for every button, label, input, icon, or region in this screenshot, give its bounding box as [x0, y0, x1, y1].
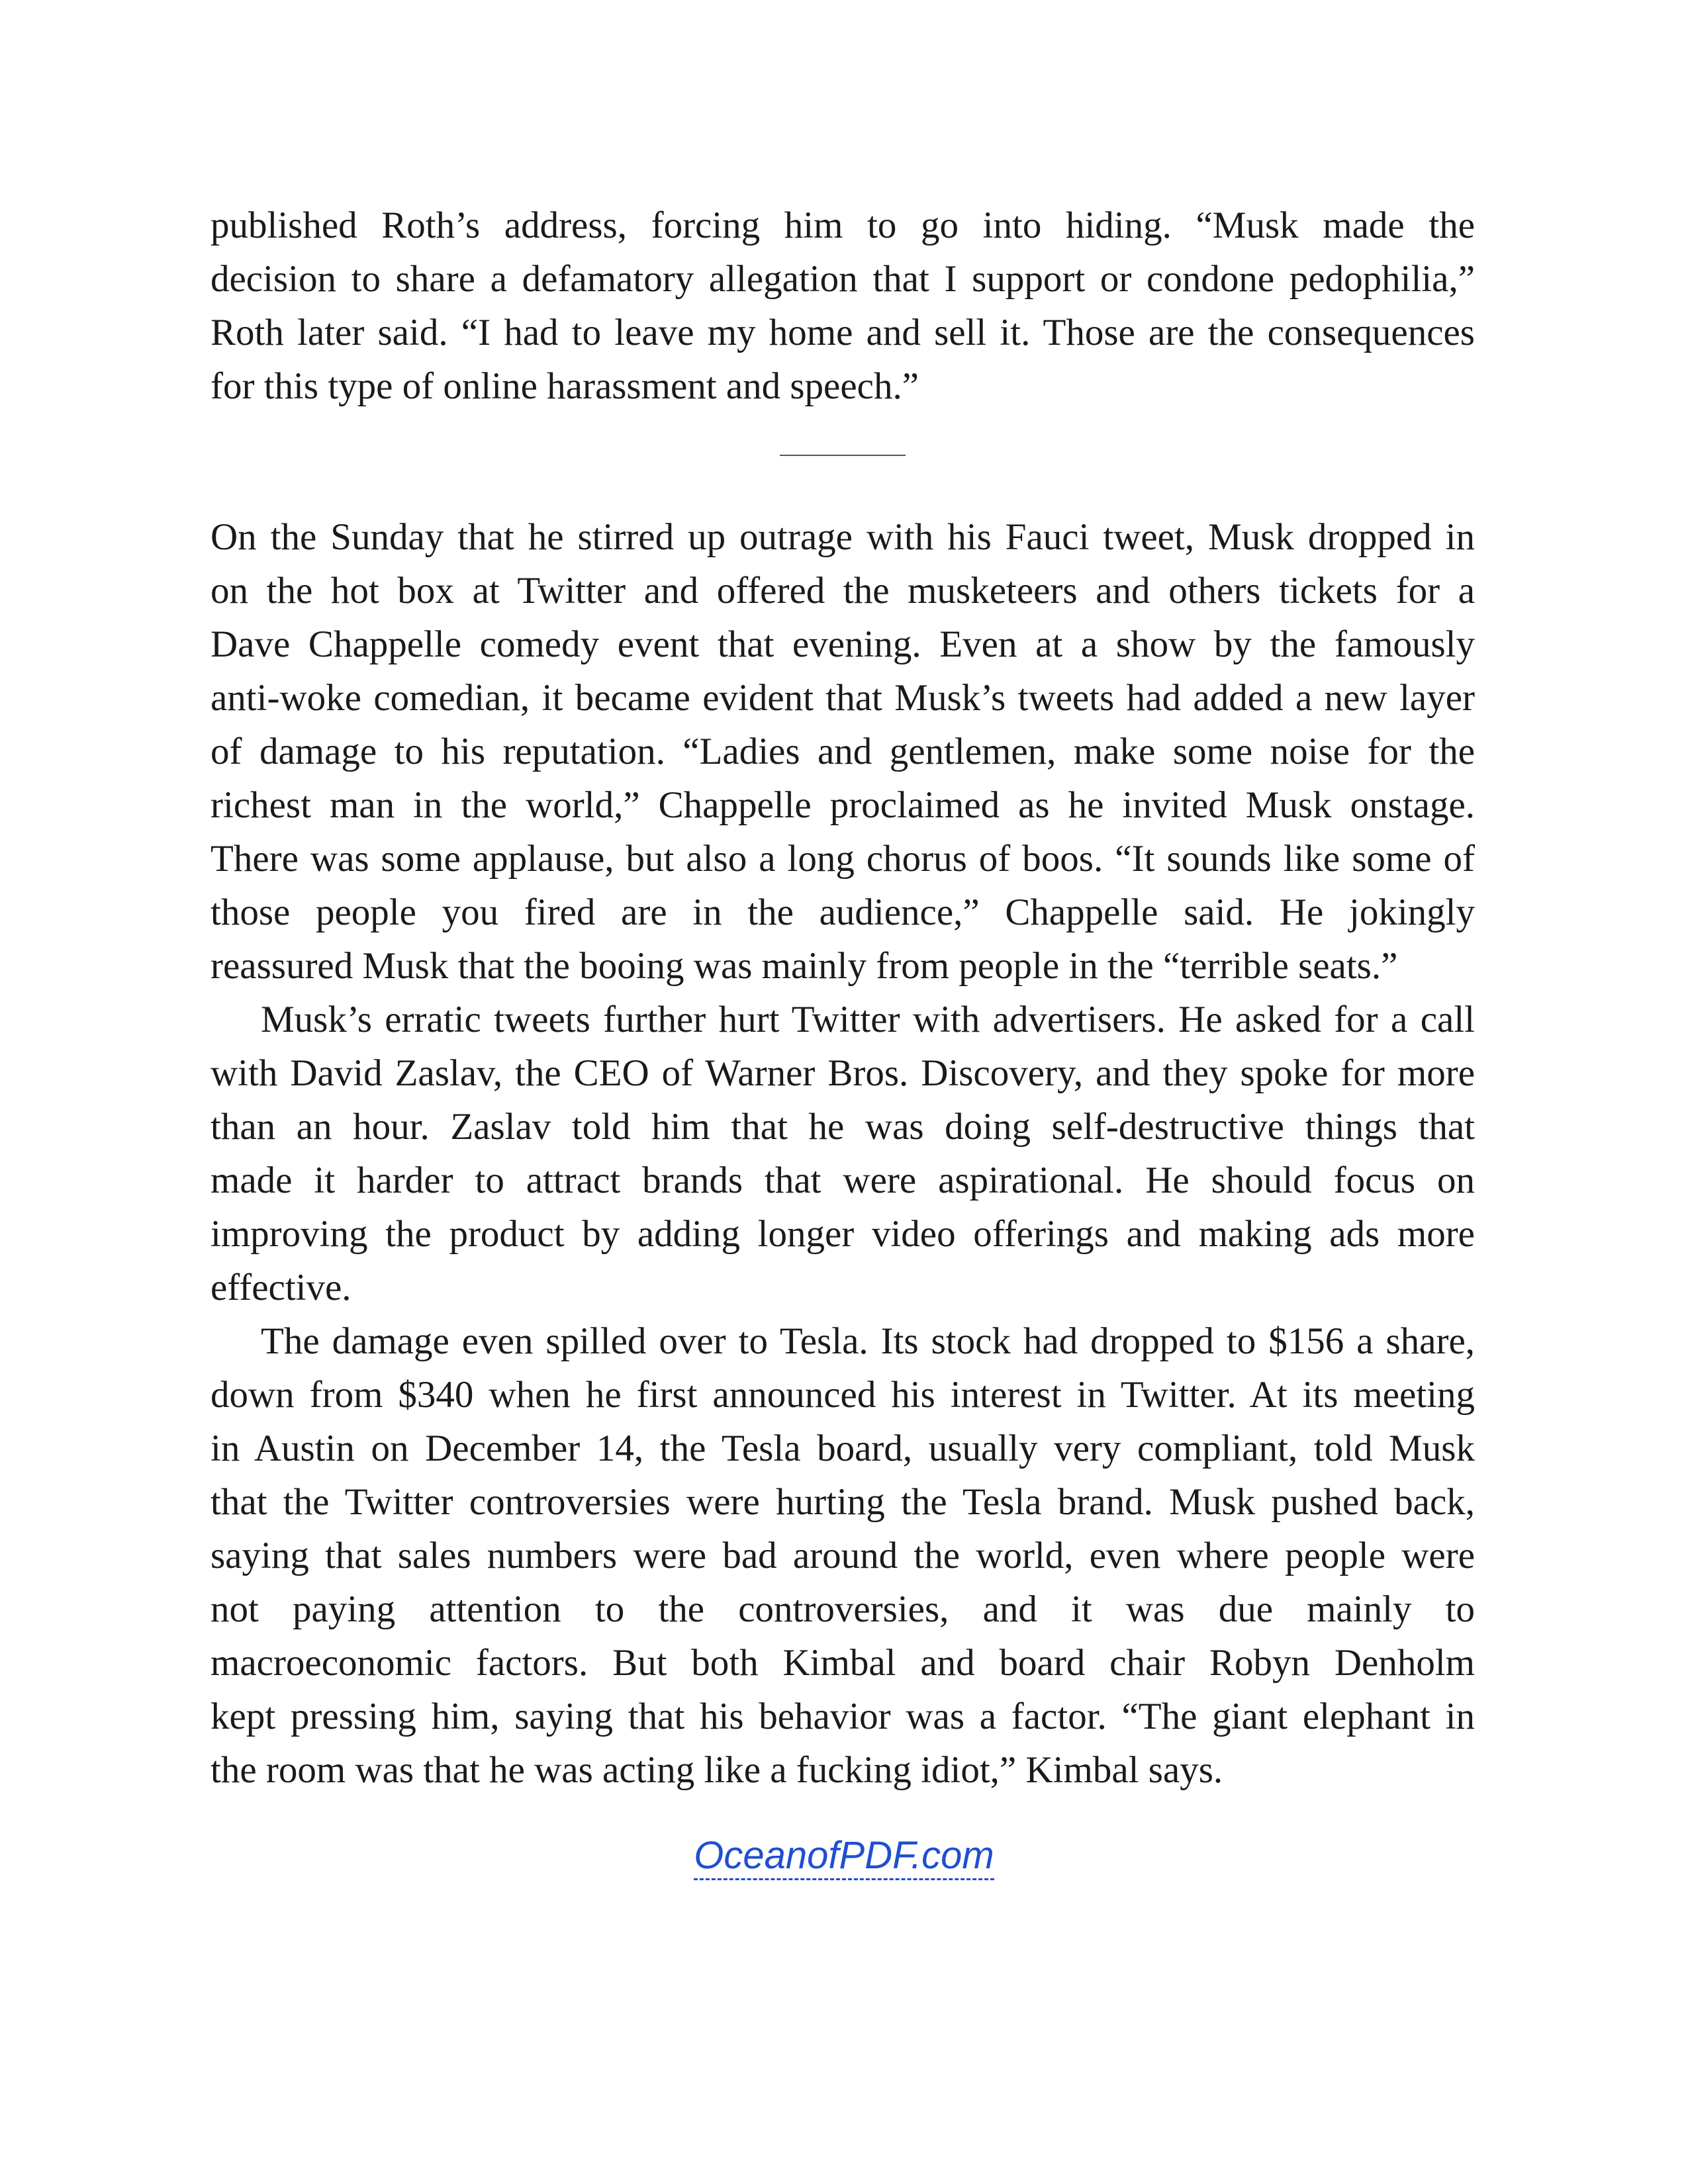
- section-break-rule: [780, 455, 906, 456]
- footer: [0, 1833, 1688, 1878]
- text-line: decision to share a defamatory allegation that I support or condone pedophilia,”: [211, 258, 1475, 300]
- text-line: than an hour. Zaslav told him that he was doing self-destructive things that: [211, 1106, 1475, 1148]
- oceanofpdf-link[interactable]: OceanofPDF.com: [694, 1834, 994, 1880]
- text-line: kept pressing him, saying that his behavior was a factor. “The giant elephant in: [211, 1696, 1475, 1737]
- text-line: richest man in the world,” Chappelle proclaimed as he invited Musk onstage.: [211, 784, 1475, 826]
- text-line: of damage to his reputation. “Ladies and gentlemen, make some noise for the: [211, 731, 1475, 772]
- text-line: in Austin on December 14, the Tesla board, usually very compliant, told Musk: [211, 1428, 1475, 1469]
- text-line: reassured Musk that the booing was mainly from people in the “terrible seats.”: [211, 945, 1398, 987]
- text-line: The damage even spilled over to Tesla. Its stock had dropped to $156 a share,: [261, 1320, 1475, 1362]
- text-line: that the Twitter controversies were hurting the Tesla brand. Musk pushed back,: [211, 1481, 1475, 1523]
- text-line: Musk’s erratic tweets further hurt Twitter with advertisers. He asked for a call: [261, 999, 1475, 1040]
- text-line: for this type of online harassment and speech.”: [211, 365, 919, 407]
- text-line: improving the product by adding longer video offerings and making ads more: [211, 1213, 1475, 1255]
- text-line: made it harder to attract brands that were aspirational. He should focus on: [211, 1160, 1475, 1201]
- text-line: macroeconomic factors. But both Kimbal and board chair Robyn Denholm: [211, 1642, 1475, 1684]
- page-body: [211, 199, 1475, 1797]
- text-line: not paying attention to the controversies, and it was due mainly to: [211, 1588, 1475, 1630]
- text-line: down from $340 when he first announced his interest in Twitter. At its meeting: [211, 1374, 1475, 1416]
- text-line: published Roth’s address, forcing him to go into hiding. “Musk made the: [211, 205, 1475, 246]
- paragraph-2: [211, 510, 1475, 993]
- text-line: on the hot box at Twitter and offered the musketeers and others tickets for a: [211, 570, 1475, 612]
- text-line: the room was that he was acting like a fucking idiot,” Kimbal says.: [211, 1749, 1223, 1791]
- paragraph-1: [211, 199, 1475, 413]
- text-line: Roth later said. “I had to leave my home and sell it. Those are the consequences: [211, 312, 1475, 353]
- text-line: anti-woke comedian, it became evident that Musk’s tweets had added a new layer: [211, 677, 1475, 719]
- text-line: effective.: [211, 1267, 352, 1308]
- text-line: those people you fired are in the audience,” Chappelle said. He jokingly: [211, 891, 1475, 933]
- text-line: On the Sunday that he stirred up outrage with his Fauci tweet, Musk dropped in: [211, 516, 1475, 558]
- text-line: with David Zaslav, the CEO of Warner Bros. Discovery, and they spoke for more: [211, 1052, 1475, 1094]
- paragraph-3: [211, 993, 1475, 1314]
- text-line: saying that sales numbers were bad around the world, even where people were: [211, 1535, 1475, 1576]
- text-line: Dave Chappelle comedy event that evening. Even at a show by the famously: [211, 623, 1475, 665]
- text-line: There was some applause, but also a long chorus of boos. “It sounds like some of: [211, 838, 1475, 880]
- paragraph-4: [211, 1314, 1475, 1797]
